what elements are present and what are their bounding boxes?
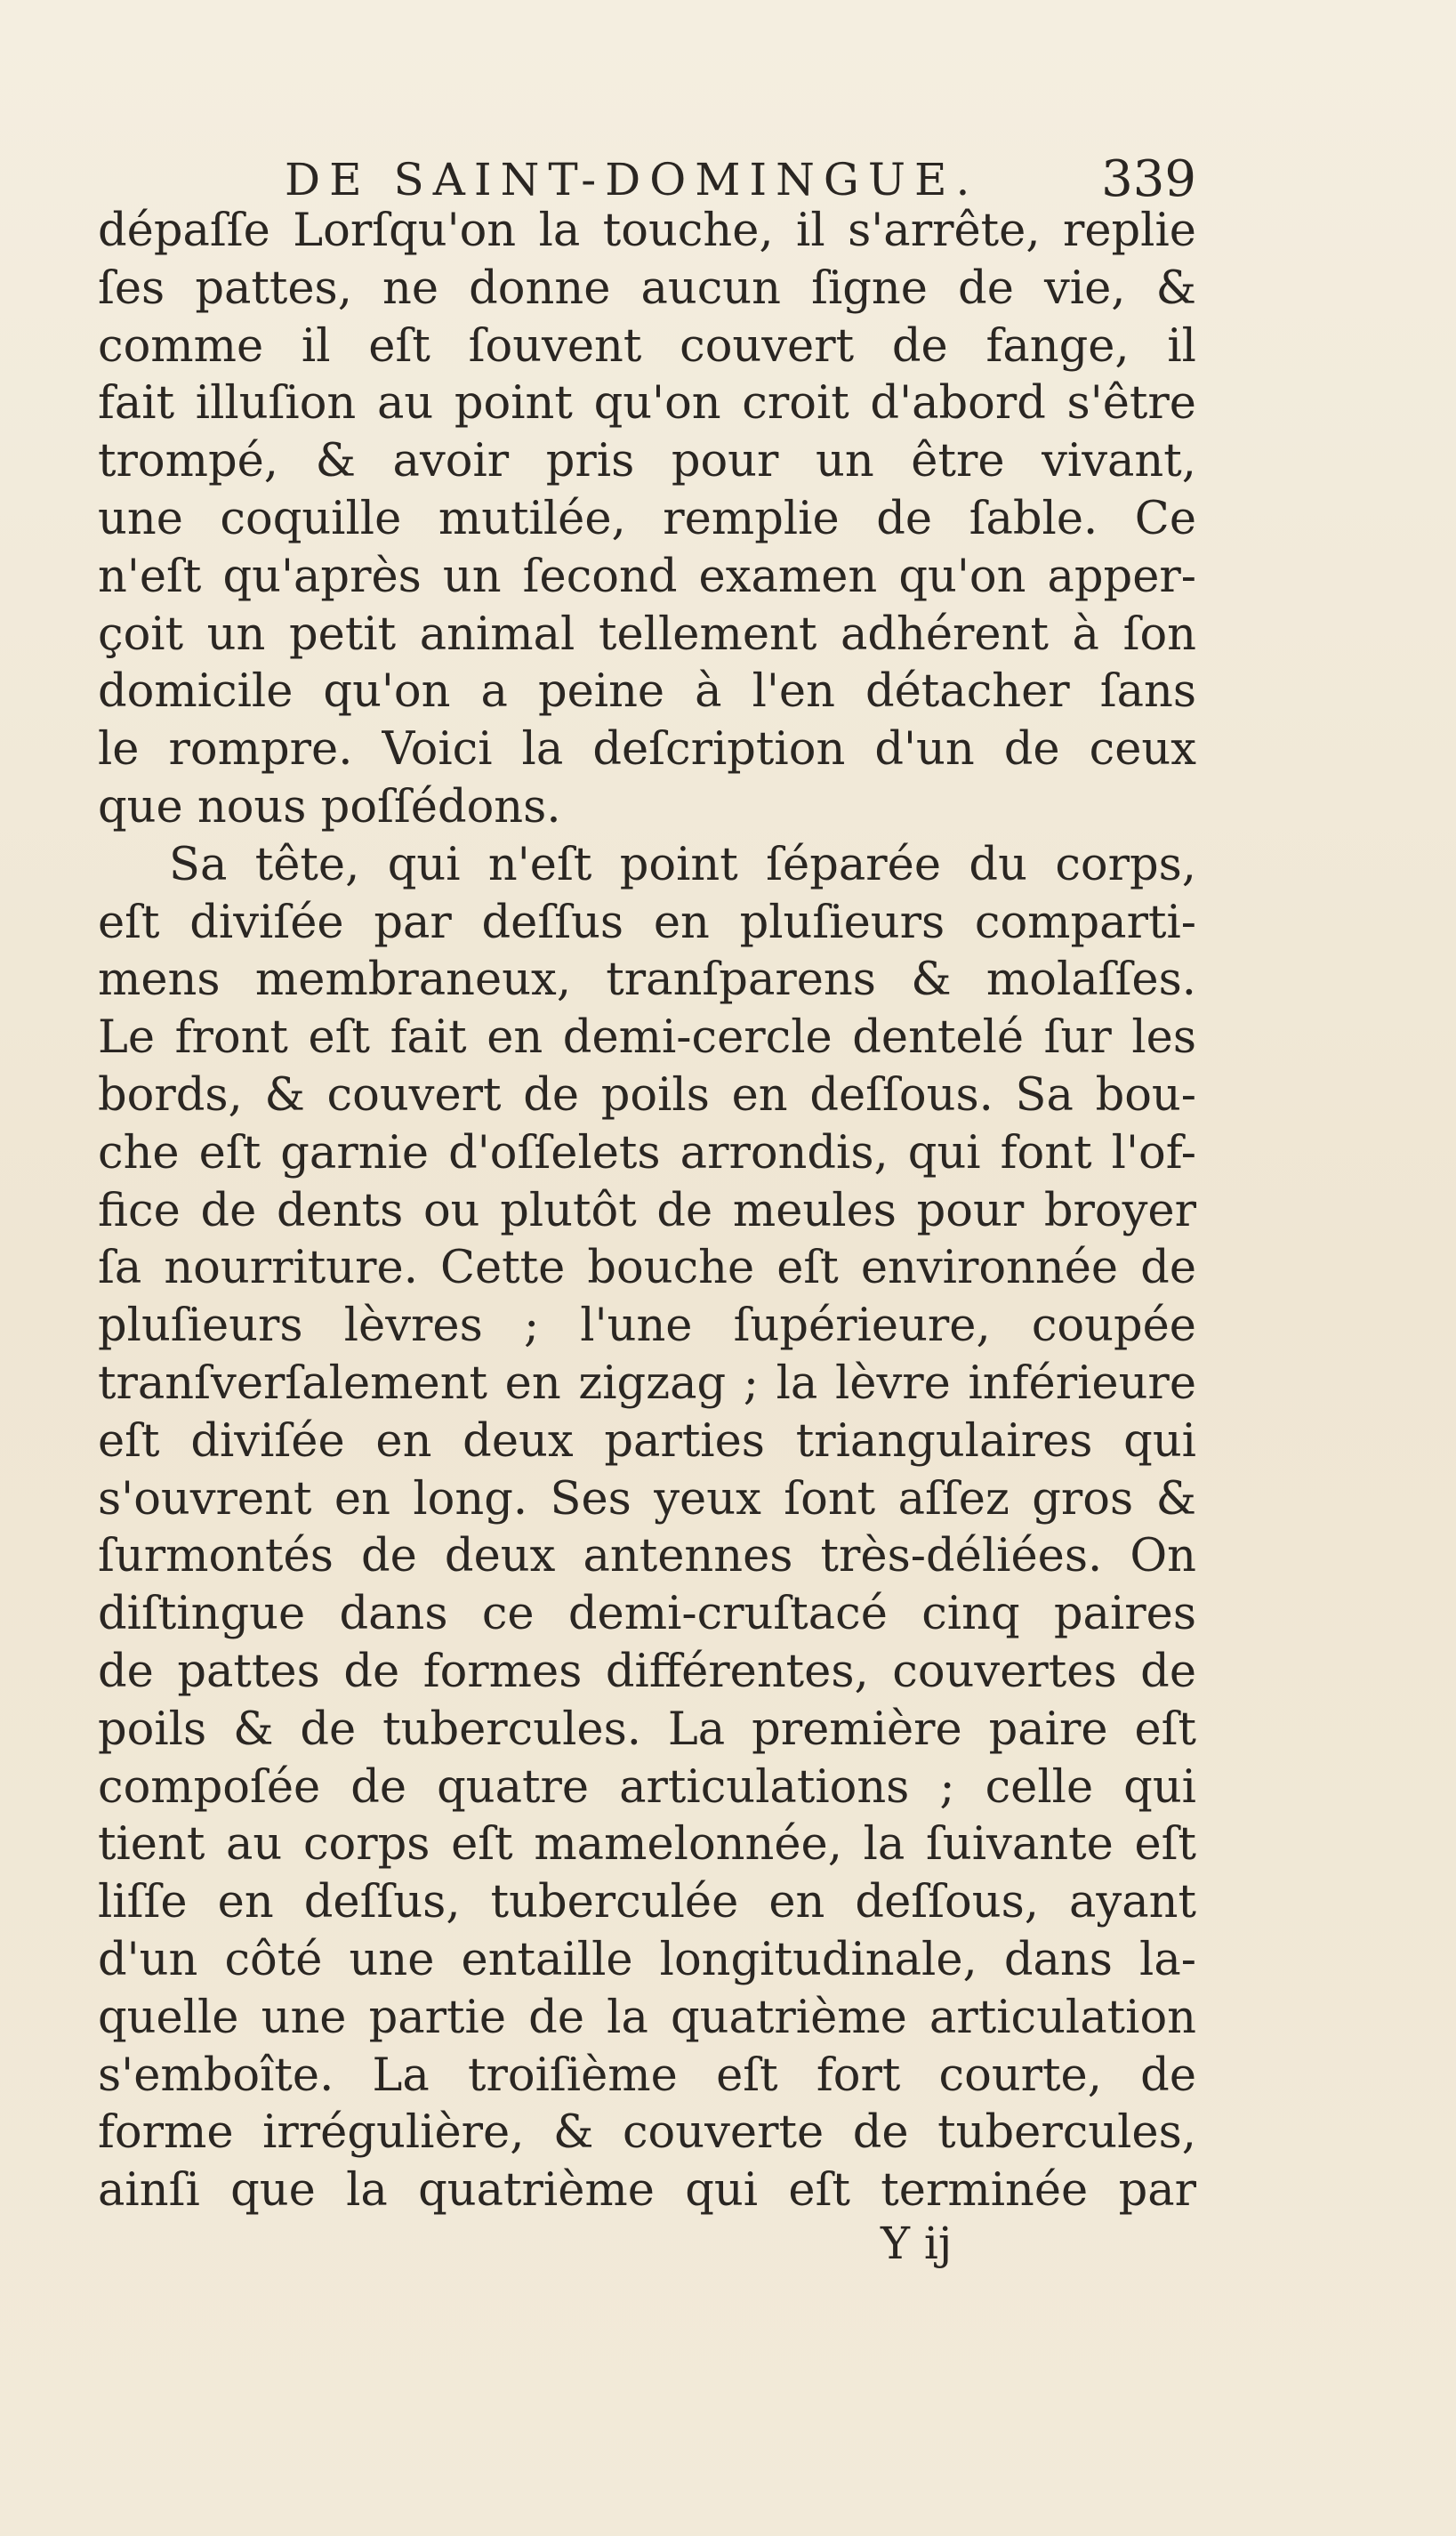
text-line: tient au corps eſt mamelonnée, la ſuivante eſt [98, 1818, 1196, 1872]
text-line: che eſt garnie d'oſſelets arrondis, qui font l'of- [98, 1126, 1196, 1179]
text-line: le rompre. Voici la deſcription d'un de ceux [98, 723, 1196, 777]
text-line: fice de dents ou plutôt de meules pour broyer [98, 1184, 1196, 1237]
running-head: DE SAINT-DOMINGUE. [285, 154, 979, 205]
text-line: bords, & couvert de poils en deſſous. Sa bou- [98, 1068, 1196, 1122]
text-line: ſes pattes, ne donne aucun ſigne de vie, & [98, 262, 1196, 315]
text-line: quelle une partie de la quatrième articulation [98, 1991, 1196, 2044]
text-line: s'ouvrent en long. Ses yeux ſont aſſez gros & [98, 1472, 1196, 1526]
page-number: 339 [1101, 150, 1196, 208]
text-line: d'un côté une entaille longitudinale, dans la- [98, 1933, 1196, 1986]
text-line: mens membraneux, tranſparens & molaſſes. [98, 954, 1196, 1007]
text-line: comme il eſt ſouvent couvert de fange, il [98, 319, 1196, 373]
text-line: forme irrégulière, & couverte de tubercules, [98, 2106, 1196, 2160]
text-line: compoſée de quatre articulations ; celle qui [98, 1760, 1196, 1814]
text-line: que nous poſſédons. [98, 780, 561, 833]
text-line: çoit un petit animal tellement adhérent à ſon [98, 608, 1196, 661]
text-line: ſa nourriture. Cette bouche eſt environnée de [98, 1242, 1196, 1295]
text-line: ainſi que la quatrième qui eſt terminée par [98, 2164, 1196, 2218]
text-line: tranſverſalement en zigzag ; la lèvre inférieure [98, 1357, 1196, 1410]
text-line: ſurmontés de deux antennes très-déliées. On [98, 1530, 1196, 1583]
text-line: eſt diviſée par deſſus en pluſieurs comparti- [98, 896, 1196, 949]
body-text [98, 203, 1196, 2220]
text-line: de pattes de formes différentes, couvertes de [98, 1645, 1196, 1698]
text-line: pluſieurs lèvres ; l'une ſupérieure, coupée [98, 1300, 1196, 1353]
text-line: liſſe en deſſus, tuberculée en deſſous, ayant [98, 1876, 1196, 1929]
text-line: dépaſſe Lorſqu'on la touche, il s'arrête, replie [98, 205, 1196, 257]
text-line: eſt diviſée en deux parties triangulaires qui [98, 1414, 1196, 1468]
text-line: domicile qu'on a peine à l'en détacher ſans [98, 665, 1196, 719]
text-line: une coquille mutilée, remplie de ſable. Ce [98, 492, 1196, 545]
text-line: poils & de tubercules. La première paire eſt [98, 1703, 1196, 1756]
text-line: s'emboîte. La troiſième eſt fort courte, de [98, 2049, 1196, 2102]
signature-mark: Y ij [881, 2218, 953, 2269]
text-line: trompé, & avoir pris pour un être vivant, [98, 435, 1196, 488]
text-line: n'eſt qu'après un ſecond examen qu'on apper- [98, 550, 1196, 603]
text-line: fait illuſion au point qu'on croit d'abord s'être [98, 377, 1196, 431]
text-line: diſtingue dans ce demi-cruſtacé cinq paires [98, 1588, 1196, 1641]
text-line: Sa tête, qui n'eſt point ſéparée du corps, [169, 838, 1196, 891]
text-line: Le front eſt fait en demi-cercle dentelé ſur les [98, 1011, 1196, 1065]
